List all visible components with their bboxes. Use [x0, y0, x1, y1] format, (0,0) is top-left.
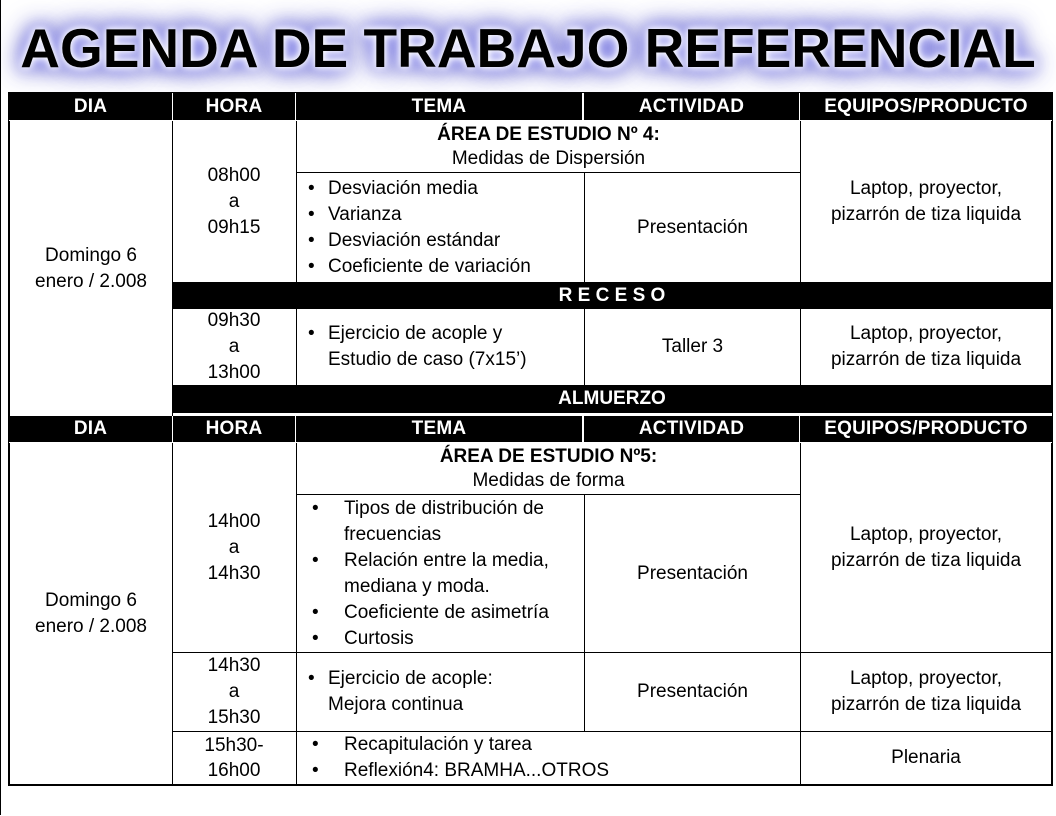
session2-area-title: ÁREA DE ESTUDIO Nº5:: [439, 445, 658, 467]
list-item: • Recapitulación y tarea: [296, 732, 801, 758]
session2-block2-time: 14h30 a 15h30: [172, 652, 297, 732]
session2-block3-time: 15h30- 16h00: [172, 731, 297, 785]
session2-block1-activity: Presentación: [584, 495, 801, 653]
header-hora: HORA: [173, 93, 295, 120]
list-item: • Ejercicio de acople: Mejora continua: [296, 666, 524, 718]
session1-block1-list: [296, 176, 584, 280]
session1-block2-time: 09h30 a 13h00: [172, 309, 297, 385]
session2-day: Domingo 6 enero / 2.008: [9, 443, 173, 785]
session2-area-subtitle: Medidas de forma: [472, 469, 625, 491]
list-item: • Curtosis: [296, 626, 580, 652]
session1-day: Domingo 6 enero / 2.008: [9, 121, 173, 416]
list-item: • Relación entre la media, mediana y moda.: [296, 548, 580, 600]
session2-block1-list: [296, 496, 584, 652]
list-item: • Coeficiente de variación: [296, 254, 584, 280]
session1-area: [296, 121, 801, 173]
session1-block1-topics: [296, 173, 585, 282]
list-item: • Desviación media: [296, 176, 584, 202]
header-tema: TEMA: [296, 416, 582, 442]
header-tema: TEMA: [296, 93, 582, 120]
session2-block2-activity: Presentación: [584, 652, 801, 732]
header-dia: DIA: [9, 416, 172, 442]
session2-block3-list: [296, 732, 801, 784]
header-actividad: ACTIVIDAD: [584, 93, 799, 120]
session1-block2-activity: Taller 3: [661, 336, 724, 357]
session2-block2-topics: [296, 652, 585, 732]
session2-block1-time: 14h00 a 14h30: [172, 443, 297, 653]
list-item: • Coeficiente de asimetría: [296, 600, 580, 626]
session2-block3-topics: [296, 731, 801, 785]
list-item: • Ejercicio de acople y Estudio de caso (7x15’): [296, 321, 554, 373]
session1-block1-equipment: Laptop, proyector, pizarrón de tiza liquida: [800, 121, 1052, 282]
session1-area-subtitle: Medidas de Dispersión: [451, 147, 646, 169]
session1-block2-equipment: Laptop, proyector, pizarrón de tiza liquida: [800, 309, 1052, 385]
list-item: • Desviación estándar: [296, 228, 584, 254]
header-equipos: EQUIPOS/PRODUCTO: [800, 416, 1052, 442]
session1-block1-activity: Presentación: [637, 216, 748, 238]
session2-area: [296, 443, 801, 495]
session2-block3-activity: Plenaria: [800, 731, 1052, 785]
page-title: AGENDA DE TRABAJO REFERENCIAL: [20, 17, 1036, 79]
session1-block2-topics: [296, 309, 585, 385]
session2-block2-equipment: Laptop, proyector, pizarrón de tiza liquida: [800, 652, 1052, 732]
session1-area-title: ÁREA DE ESTUDIO Nº 4:: [437, 123, 660, 145]
session2-block1-equipment: Laptop, proyector, pizarrón de tiza liquida: [800, 443, 1052, 653]
list-item: • Varianza: [296, 202, 584, 228]
header-equipos: EQUIPOS/PRODUCTO: [800, 93, 1052, 120]
header-hora: HORA: [173, 416, 295, 442]
recess-band: R E C E S O: [172, 282, 1052, 309]
lunch-band: ALMUERZO: [172, 385, 1052, 413]
session1-block2-list: [296, 321, 584, 373]
session2-block1-topics: [296, 495, 585, 653]
list-item: • Tipos de distribución de frecuencias: [296, 496, 580, 548]
header-dia: DIA: [9, 93, 172, 120]
header-actividad: ACTIVIDAD: [584, 416, 799, 442]
session2-block2-list: [296, 666, 584, 718]
session1-block1-time: 08h00 a 09h15: [172, 121, 297, 282]
list-item: • Reflexión4: BRAMHA...OTROS: [296, 758, 801, 784]
